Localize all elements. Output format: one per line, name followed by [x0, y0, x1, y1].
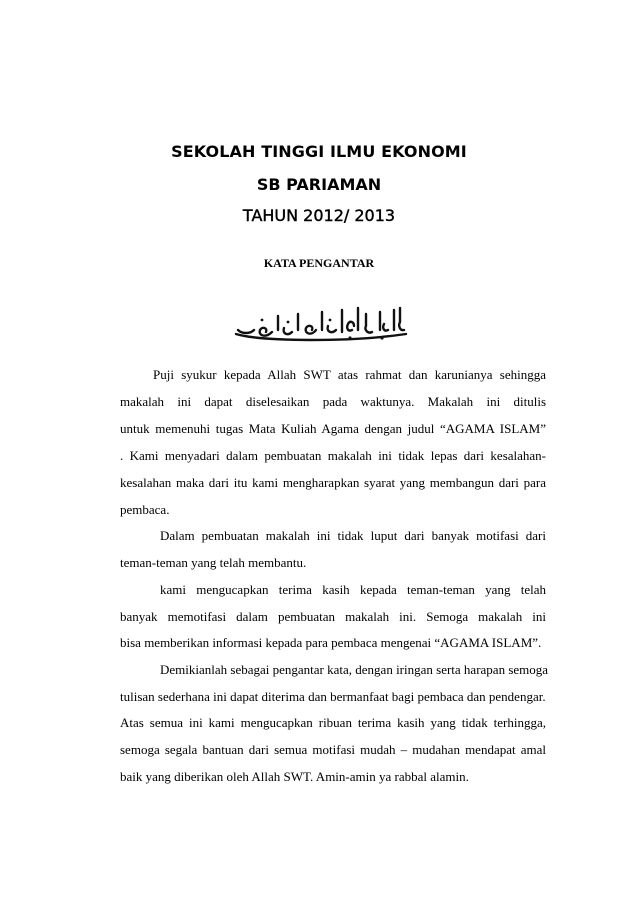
paragraph-line: kesalahan maka dari itu kami mengharapkan syarat yang membangun dari para — [120, 475, 546, 490]
paragraph-line: Demikianlah sebagai pengantar kata, dengan iringan serta harapan semoga — [160, 662, 549, 677]
section-title: KATA PENGANTAR — [263, 256, 375, 270]
paragraph-line: . Kami menyadari dalam pembuatan makalah ini tidak lepas dari kesalahan- — [120, 448, 546, 463]
basmala-calligraphy-icon — [232, 300, 408, 346]
paragraph-line: makalah ini dapat diselesaikan pada waktunya. Makalah ini ditulis — [120, 394, 546, 409]
paragraph-line: pembaca. — [120, 502, 170, 517]
paragraph-line: banyak memotifasi dalam pembuatan makalah ini. Semoga makalah ini — [120, 609, 546, 624]
paragraph-line: tulisan sederhana ini dapat diterima dan bermanfaat bagi pembaca dan pendengar. — [120, 689, 546, 704]
paragraph-line: Atas semua ini kami mengucapkan ribuan terima kasih yang tidak terhingga, — [120, 715, 546, 730]
academic-year: TAHUN 2012/ 2013 — [242, 206, 396, 225]
paragraph-line: kami mengucapkan terima kasih kepada teman-teman yang telah — [160, 582, 546, 597]
paragraph-line: teman-teman yang telah membantu. — [120, 555, 307, 570]
institution-location: SB PARIAMAN — [256, 175, 382, 194]
paragraph-line: semoga segala bantuan dari semua motifasi mudah – mudahan mendapat amal — [120, 742, 546, 757]
paragraph-line: bisa memberikan informasi kepada para pembaca mengenai “AGAMA ISLAM”. — [120, 635, 542, 650]
paragraph-line: Dalam pembuatan makalah ini tidak luput dari banyak motifasi dari — [160, 528, 546, 543]
paragraph-line: untuk memenuhi tugas Mata Kuliah Agama dengan judul “AGAMA ISLAM” — [120, 421, 546, 436]
paragraph-line: Puji syukur kepada Allah SWT atas rahmat dan karunianya sehingga — [153, 367, 546, 382]
institution-name: SEKOLAH TINGGI ILMU EKONOMI — [171, 142, 467, 161]
paragraph-line: baik yang diberikan oleh Allah SWT. Amin-amin ya rabbal alamin. — [120, 769, 469, 784]
